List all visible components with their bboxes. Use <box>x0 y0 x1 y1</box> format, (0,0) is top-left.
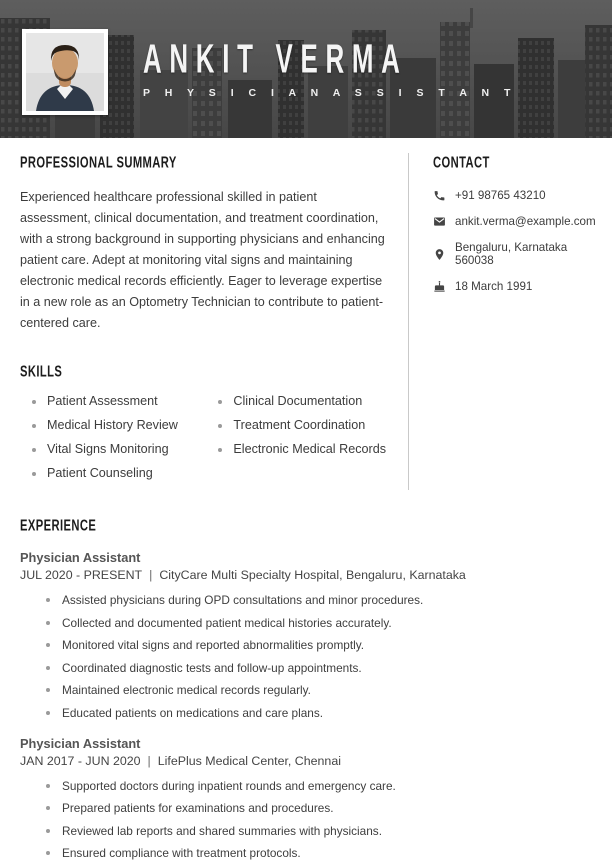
top-columns <box>20 153 592 490</box>
skill-item: Medical History Review <box>32 418 206 432</box>
phone-icon <box>433 189 446 202</box>
job-bullet: Educated patients on medications and care plans. <box>46 706 592 720</box>
header-banner <box>0 0 612 138</box>
skills-column-1 <box>20 394 206 490</box>
header-text-block <box>143 36 521 99</box>
job-separator: | <box>149 568 152 582</box>
job-bullet-list <box>20 779 592 860</box>
contact-column <box>408 153 596 490</box>
contact-birthday-text: 18 March 1991 <box>455 280 532 293</box>
main-column <box>20 153 408 490</box>
contact-item-birthday <box>433 280 596 293</box>
summary-heading: PROFESSIONAL SUMMARY <box>20 153 177 171</box>
job-title-text: Physician Assistant <box>20 736 592 751</box>
job-organization: CityCare Multi Specialty Hospital, Bengaluru, Karnataka <box>159 568 465 582</box>
contact-item-location <box>433 241 596 267</box>
job-meta-line <box>20 568 592 582</box>
skill-item: Patient Assessment <box>32 394 206 408</box>
email-icon <box>433 215 446 228</box>
contact-location-text: Bengaluru, Karnataka 560038 <box>455 241 596 267</box>
contact-item-phone <box>433 189 596 202</box>
profile-photo <box>22 29 108 115</box>
person-name: ANKIT VERMA <box>143 36 408 82</box>
job-title-text: Physician Assistant <box>20 550 592 565</box>
experience-heading: EXPERIENCE <box>20 516 96 534</box>
job-separator: | <box>148 754 151 768</box>
skill-item: Clinical Documentation <box>218 394 386 408</box>
contact-list <box>433 189 596 293</box>
contact-heading: CONTACT <box>433 153 490 171</box>
job-bullet: Supported doctors during inpatient rounds and emergency care. <box>46 779 592 793</box>
skill-item: Treatment Coordination <box>218 418 386 432</box>
skill-item: Electronic Medical Records <box>218 442 386 456</box>
job-bullet-list <box>20 593 592 720</box>
birthday-icon <box>433 280 446 293</box>
skills-column-2 <box>206 394 386 490</box>
contact-email-text: ankit.verma@example.com <box>455 215 596 228</box>
job-dates: JAN 2017 - JUN 2020 <box>20 754 141 768</box>
job-meta-line <box>20 754 592 768</box>
job-dates: JUL 2020 - PRESENT <box>20 568 142 582</box>
skill-item: Patient Counseling <box>32 466 206 480</box>
job-bullet: Ensured compliance with treatment protocols. <box>46 846 592 860</box>
job-bullet: Monitored vital signs and reported abnormalities promptly. <box>46 638 592 652</box>
contact-item-email <box>433 215 596 228</box>
skill-item: Vital Signs Monitoring <box>32 442 206 456</box>
skills-heading: SKILLS <box>20 362 62 380</box>
job-bullet: Maintained electronic medical records regularly. <box>46 683 592 697</box>
skills-columns <box>20 394 386 490</box>
job-bullet: Collected and documented patient medical histories accurately. <box>46 616 592 630</box>
summary-paragraph: Experienced healthcare professional skilled in patient assessment, clinical documentation, and treatment coordination, with a strong background in supporting physicians and enhancing patient care. Adept at monitoring vital signs and maintaining electronic medical records efficiently. Eager to leverage expertise in a new role as an Optometry Technician to contribute to patient-centered care. <box>20 187 386 334</box>
person-avatar <box>26 33 104 111</box>
job-bullet: Coordinated diagnostic tests and follow-up appointments. <box>46 661 592 675</box>
experience-section <box>20 516 592 860</box>
location-icon <box>433 248 446 261</box>
resume-body <box>0 138 612 860</box>
summary-section <box>20 153 386 334</box>
contact-phone-text: +91 98765 43210 <box>455 189 546 202</box>
job-bullet: Reviewed lab reports and shared summaries with physicians. <box>46 824 592 838</box>
job-bullet: Prepared patients for examinations and procedures. <box>46 801 592 815</box>
job-entry-1 <box>20 550 592 720</box>
job-bullet: Assisted physicians during OPD consultations and minor procedures. <box>46 593 592 607</box>
job-organization: LifePlus Medical Center, Chennai <box>158 754 341 768</box>
person-job-title: P H Y S I C I A N A S S I S T A N T <box>143 87 521 99</box>
skills-section <box>20 362 386 490</box>
job-entry-2 <box>20 736 592 860</box>
